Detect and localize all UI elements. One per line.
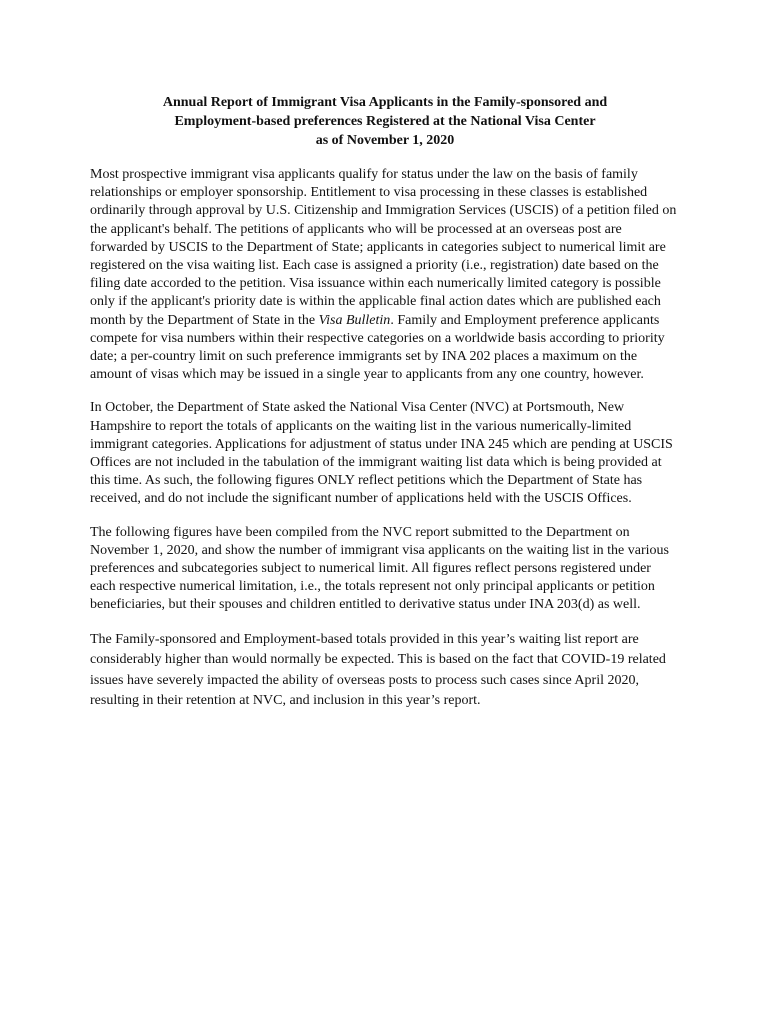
title-line-3: as of November 1, 2020 [315,133,455,148]
title-line-1: Annual Report of Immigrant Visa Applicants in the Family-sponsored and [162,95,608,110]
paragraph-covid-note: The Family-sponsored and Employment-based totals provided in this year’s waiting list report are considerably higher than would normally be expected. This is based on the fact that COVID-19 related issues have severely impacted the ability of overseas posts to process such cases since April 2020, resulting in their retention at NVC, and inclusion in this year’s report. [90,631,666,709]
paragraph-nvc-request: In October, the Department of State asked the National Visa Center (NVC) at Portsmouth, New Hampshire to report the totals of applicants on the waiting list in the various numerically-limited immigrant categories. Applications for adjustment of status under INA 245 which are pending at USCIS Offices are not included in the tabulation of the immigrant waiting list data which is being provided at this time. As such, the following figures ONLY reflect petitions which the Department of State has received, and do not include the significant number of applications held with the USCIS Offices. [90,400,673,507]
paragraph-intro-text-a: Most prospective immigrant visa applicants qualify for status under the law on the basis of family relationships or employer sponsorship. Entitlement to visa processing in these classes is established ordinarily through approval by U.S. Citizenship and Immigration Services (USCIS) of a petition filed on the applicant's behalf. The petitions of applicants who will be processed at an overseas post are forwarded by USCIS to the Department of State; applicants in categories subject to numerical limit are registered on the visa waiting list. Each case is assigned a priority (i.e., registration) date based on the filing date accorded to the petition. Visa issuance within each numerically limited category is possible only if the applicant's priority date is within the applicable final action dates which are published each month by the Department of State in the [90,167,677,328]
document-title [90,93,680,150]
paragraph-figures-compiled: The following figures have been compiled from the NVC report submitted to the Department on November 1, 2020, and show the number of immigrant visa applicants on the waiting list in the various preferences and subcategories subject to numerical limit. All figures reflect persons registered under each respective numerical limitation, i.e., the totals represent not only principal applicants or petition beneficiaries, but their spouses and children entitled to derivative status under INA 203(d) as well. [90,524,669,613]
visa-bulletin-title: Visa Bulletin [318,312,391,328]
paragraph-intro-text-b: . Family and Employment preference applicants compete for visa numbers within their respective categories on a worldwide basis according to priority date; a per-country limit on such preference immigrants set by INA 202 places a maximum on the amount of visas which may be issued in a single year to applicants from any one country, however. [90,312,665,383]
paragraph-intro [90,166,680,384]
title-line-2: Employment-based preferences Registered at the National Visa Center [174,114,596,129]
